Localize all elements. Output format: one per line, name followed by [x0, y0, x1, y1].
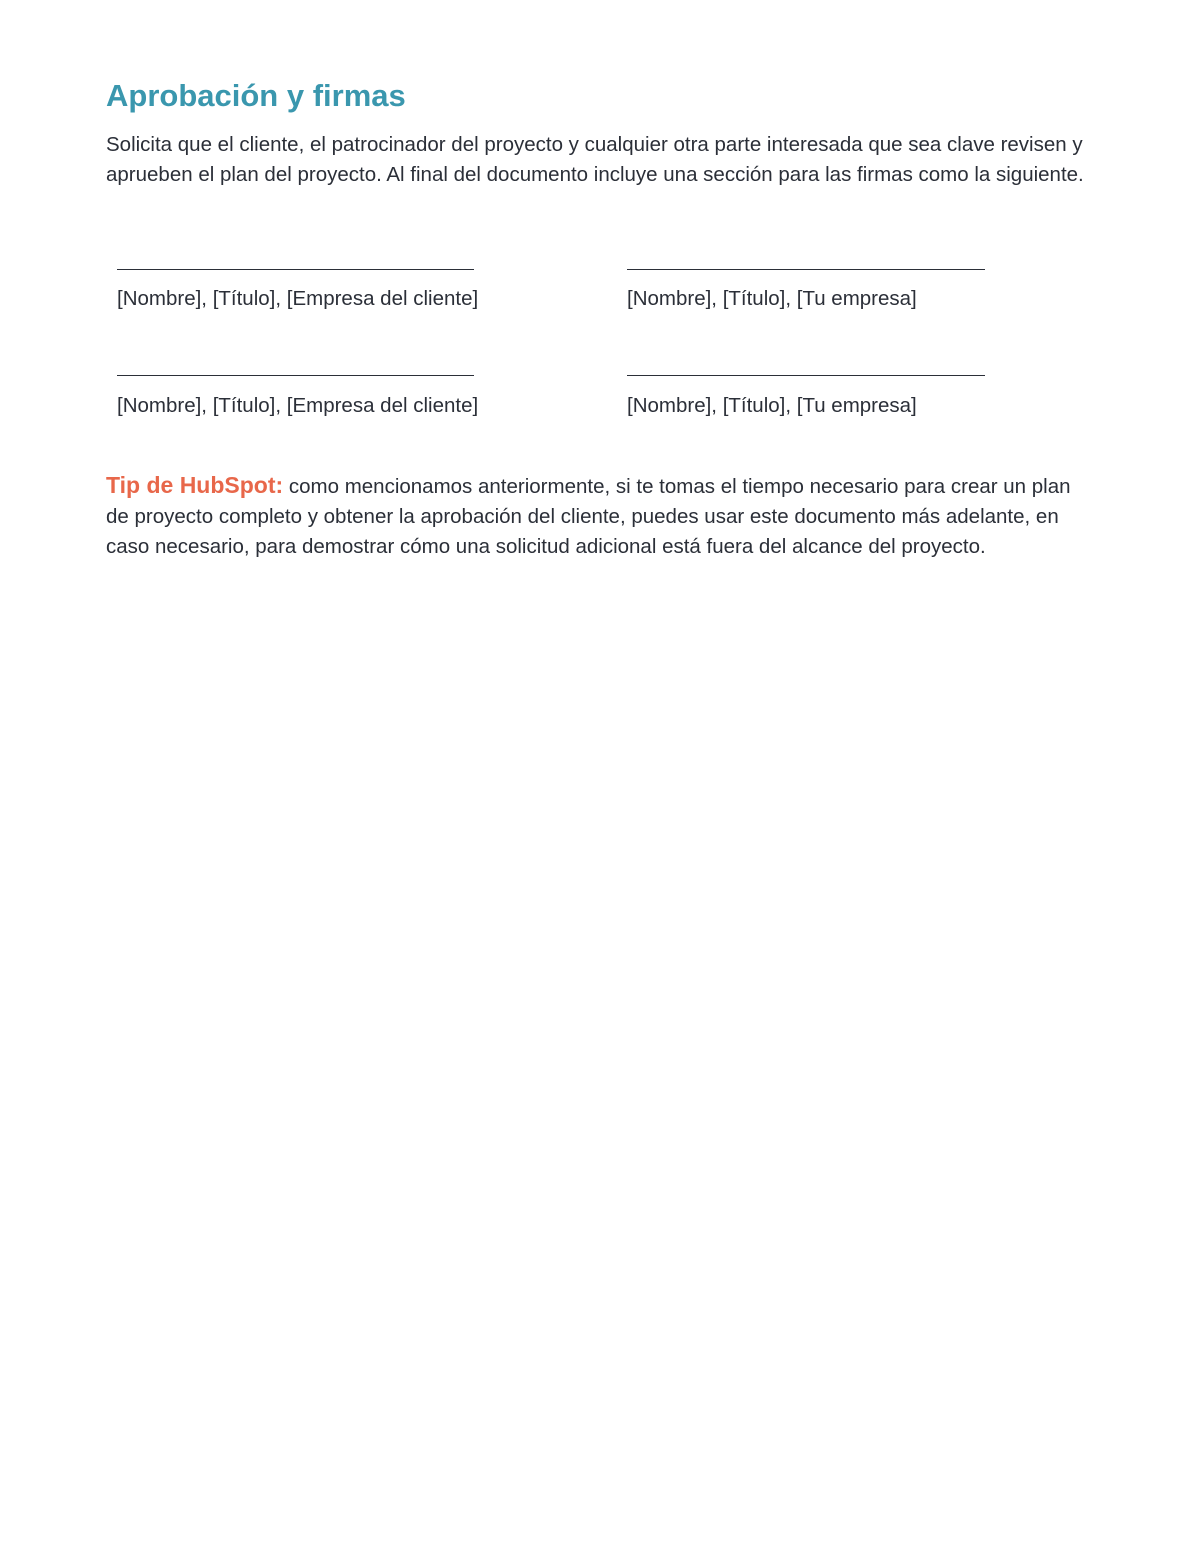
signature-label-client: [Nombre], [Título], [Empresa del cliente] — [117, 394, 479, 417]
intro-paragraph: Solicita que el cliente, el patrocinador del proyecto y cualquier otra parte interesada que sea clave revisen y aprueben el plan del proyecto. Al final del documento incluye una sección para las firmas como la siguiente. — [106, 133, 1084, 186]
tip-text: como mencionamos anteriormente, si te tomas el tiempo necesario para crear un plan de proyecto completo y obtener la aprobación del cliente, puedes usar este documento más adelante, en caso necesario, para demostrar cómo una solicitud adicional está fuera del alcance del proyecto. — [106, 475, 1071, 558]
signature-line — [627, 375, 985, 376]
signature-line — [627, 269, 985, 270]
signature-line — [117, 375, 474, 376]
hubspot-tip — [106, 470, 1096, 562]
signature-label-company: [Nombre], [Título], [Tu empresa] — [627, 287, 917, 310]
signature-label-client: [Nombre], [Título], [Empresa del cliente] — [117, 287, 479, 310]
section-heading: Aprobación y firmas — [106, 78, 406, 113]
signature-line — [117, 269, 474, 270]
tip-label: Tip de HubSpot: — [106, 472, 284, 498]
signature-label-company: [Nombre], [Título], [Tu empresa] — [627, 394, 917, 417]
